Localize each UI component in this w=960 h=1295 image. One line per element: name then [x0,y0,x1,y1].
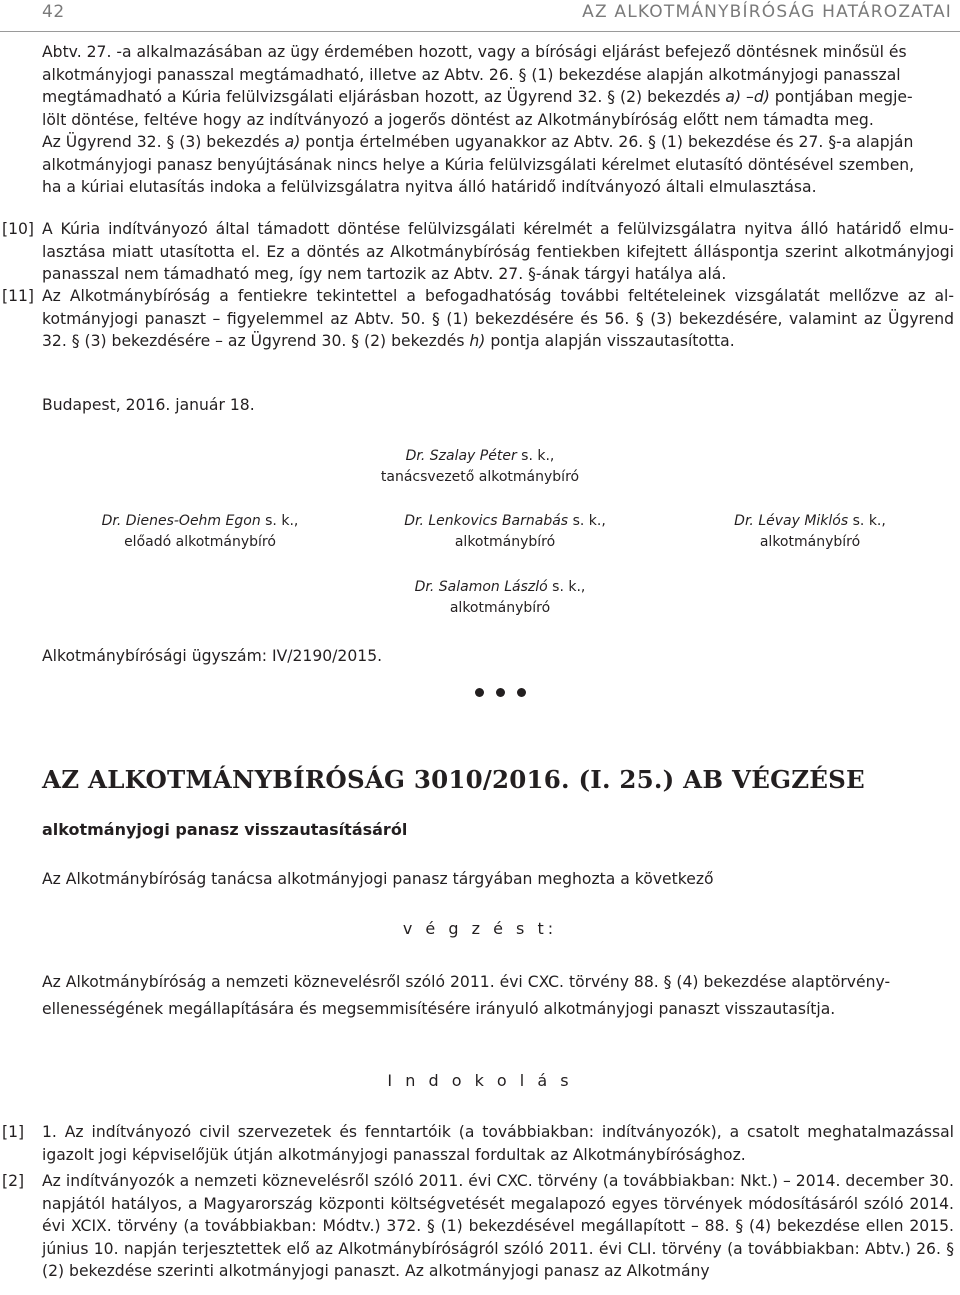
signature-member [355,511,655,553]
indokolas-heading: I n d o k o l á s [387,1071,573,1090]
signer-role: alkotmánybíró [759,534,861,550]
signature-rapporteur [50,511,350,553]
separator-dot [496,688,505,697]
line: alkotmányjogi panasz benyújtásának nincs helye a Kúria felülvizsgálati kérelmet elutasító döntésével szemben, [42,155,915,174]
page-header [0,0,960,32]
paragraph-number: [2] [2,1172,25,1190]
paragraph-number: [10] [2,220,35,238]
date-line: Budapest, 2016. január 18. [42,396,255,414]
paragraph-text: pontja alapján visszautasította. [490,332,735,350]
signer-suffix: s. k., [572,513,606,529]
separator-dot [517,688,526,697]
line: ha a kúriai elutasítás indoka a felülvizsgálatra nyitva álló határidő indítványozó általi elmulasztása. [42,178,817,196]
ruling-text [42,969,890,1023]
signer-role: tanácsvezető alkotmánybíró [380,469,580,485]
line: lölt döntése, feltéve hogy az indítványozó a jogerős döntést az Alkotmánybíróság előtt nem támadta meg. [42,110,874,129]
signature-member [660,511,960,553]
paragraph-1 [2,1121,954,1166]
signer-suffix: s. k., [852,513,886,529]
line: alkotmányjogi panasszal megtámadható, illetve az Abtv. 26. § (1) bekezdése alapján alkotmányjogi panasszal [42,65,901,84]
paragraph-text: 1. Az indítványozó civil szervezetek és fenntartóik (a továbbiakban: indítványozók), a csatolt meghatalmazással igazolt jogi képviselőjük útján alkotmányjogi panasszal fordultak az Alkotmánybírósághoz. [42,1123,954,1164]
italic-ref: a) [284,133,301,151]
italic-ref: a) –d) [725,88,770,106]
decision-subtitle: alkotmányjogi panasz visszautasításáról [42,820,408,839]
paragraph-text: A Kúria indítványozó által támadott döntése felülvizsgálati kérelmét a felülvizsgálatra nyitva álló határidő elmulasztása miatt utasította el. Ez a döntés az Alkotmánybíróság fentiekben kifejtett álláspontja szerint alkotmányjogi panasszal nem támadható meg, így nem tartozik az Abtv. 27. §-ának tárgyi hatálya alá. [42,220,954,283]
paragraph-text: Az indítványozók a nemzeti köznevelésről szóló 2011. évi CXC. törvény (a továbbiakban: Nkt.) – 2014. december 30. napjától hatályos, a Magyarország központi költségvetését megalapozó egyes törvények módosításáról szóló 2014. évi XCIX. törvény (a továbbiakban: Módtv.) 372. § (1) bekezdésével megállapított – 88. § (4) bekezdése ellen 2015. június 10. napján terjesztettek elő az Alkotmánybíróságról szóló 2011. évi CLI. törvény (a továbbiakban: Abtv.) 26. § (2) bekezdése szerinti alkotmányjogi panaszt. Az alkotmányjogi panasz az Alkotmány [42,1172,954,1280]
line: Abtv. 27. -a alkalmazásában az ügy érdemében hozott, vagy a bírósági eljárást befejező döntésnek minősül és [42,43,907,61]
signer-suffix: s. k., [552,579,586,595]
page-number: 42 [42,2,65,22]
case-number: Alkotmánybírósági ügyszám: IV/2190/2015. [42,647,383,665]
ruling-line: Az Alkotmánybíróság a nemzeti köznevelésről szóló 2011. évi CXC. törvény 88. § (4) bekezdése alaptörvény- [42,973,891,991]
paragraph-11 [2,285,954,353]
paragraph-text: Az Alkotmánybíróság a fentiekre tekintettel a befogadhatóság további feltételeinek vizsgálatát mellőzve az alkotmányjogi panaszt – figyelemmel az Abtv. 50. § (1) bekezdésére és 56. § (3) bekezdésére, valamint az Ügyrend 32. § (3) bekezdésére – az Ügyrend 30. § (2) bekezdés [42,287,954,350]
signer-role: alkotmánybíró [449,600,551,616]
paragraph-10 [2,218,954,286]
decision-intro: Az Alkotmánybíróság tanácsa alkotmányjogi panasz tárgyában meghozta a következő [42,870,714,888]
line: megtámadható a Kúria felülvizsgálati eljárásban hozott, az Ügyrend 32. § (2) bekezdés [42,88,721,106]
signer-name: Dr. Dienes-Oehm Egon [101,513,261,529]
signer-role: előadó alkotmánybíró [124,534,276,550]
paragraph-number: [11] [2,287,35,305]
signer-role: alkotmánybíró [454,534,556,550]
signer-suffix: s. k., [521,448,555,464]
separator-dot [475,688,484,697]
signature-member [350,577,650,619]
continuation-paragraph [42,41,954,199]
running-title: AZ ALKOTMÁNYBÍRÓSÁG HATÁROZATAI [582,2,952,22]
signer-name: Dr. Szalay Péter [405,448,517,464]
signer-name: Dr. Lenkovics Barnabás [404,513,569,529]
italic-ref: h) [469,332,486,350]
paragraph-2 [2,1170,954,1283]
line: pontja értelmében ugyanakkor az Abtv. 26. § (1) bekezdése és 27. §-a alapján [305,133,914,151]
signer-name: Dr. Salamon László [414,579,548,595]
decision-title: AZ ALKOTMÁNYBÍRÓSÁG 3010/2016. (I. 25.) AB VÉGZÉSE [42,765,865,794]
paragraph-number: [1] [2,1123,25,1141]
line: pontjában megje- [774,88,913,106]
signer-name: Dr. Lévay Miklós [734,513,849,529]
signer-suffix: s. k., [265,513,299,529]
header-rule [0,31,960,32]
ruling-line: ellenességének megállapítására és megsemmisítésére irányuló alkotmányjogi panaszt visszautasítja. [42,1000,836,1018]
vegzest-heading: v é g z é s t: [402,919,558,938]
signature-chair [330,446,630,488]
line: Az Ügyrend 32. § (3) bekezdés [42,133,280,151]
